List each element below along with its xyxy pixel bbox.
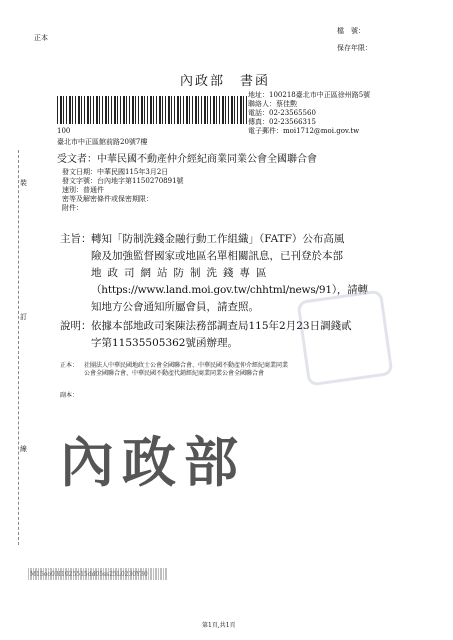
distribution-line: 公會全國聯合會、中華民國不動產代銷經紀商業同業公會全國聯合會: [84, 370, 265, 377]
contact-phone: 電話：02-23565560: [248, 109, 316, 117]
document-title: 內政部 書函: [180, 74, 271, 89]
distribution-copy-label: 副本：: [60, 392, 79, 399]
subject-line: 險及加強監督國家或地區名單相關訊息，已刊登於本部: [91, 250, 343, 262]
subject-label: 主旨：: [60, 233, 92, 245]
contact-email: 電子郵件：moi1712@moi.gov.tw: [248, 127, 360, 135]
recipient-line: 受文者：中華民國不動產仲介經紀商業同業公會全國聯合會: [57, 154, 317, 165]
distribution-original-body: [84, 362, 414, 378]
subject-line: 知地方公會通知所屬會員，請查照。: [91, 301, 259, 313]
bottom-code: M15oo03I1025515dd05ss25L0230Y30: [30, 571, 148, 578]
contact-person: 聯絡人：蔡佳勲: [248, 100, 297, 108]
binding-line: [18, 150, 19, 545]
contact-address: 地址：100218臺北市中正區徐州路5號: [248, 91, 371, 99]
recipient-address: 臺北市中正區館前路20號7樓: [57, 138, 148, 146]
binding-mark: 裝: [20, 179, 27, 187]
document-barcode: [57, 96, 247, 124]
subject-line: （https://www.land.moi.gov.tw/chhtml/news/91），請轉: [91, 284, 368, 296]
explanation-body: [91, 318, 391, 352]
dispatch-number: 發文字號：台內地字第1150270891號: [62, 177, 184, 185]
binding-mark: 線: [20, 445, 27, 453]
distribution-line: 社團法人中華民國地政士公會全國聯合會、中華民國不動產仲介經紀商業同業: [84, 362, 289, 369]
binding-mark: 訂: [20, 313, 27, 321]
dispatch-date: 發文日期：中華民國115年3月2日: [62, 168, 169, 176]
security-class: 密等及解密條件或保密期限：: [62, 195, 153, 203]
original-copy-label: 正本: [34, 34, 48, 42]
contact-fax: 傳真：02-23566315: [248, 118, 316, 126]
subject-line: 轉知「防制洗錢金融行動工作組織」（FATF）公布高風: [91, 233, 345, 245]
recipient-zip: 100: [57, 127, 71, 135]
page-footer: 第1頁,共1頁: [202, 622, 236, 629]
attachment: 附件：: [62, 204, 83, 212]
explanation-line: 依據本部地政司案陳法務部調查局115年2月23日調錢貳: [91, 320, 352, 332]
file-number-label: 檔 號：: [337, 27, 365, 35]
explanation-line: 字第11535505362號函辦理。: [91, 337, 238, 349]
speed-class: 速別：普通件: [62, 186, 104, 194]
contact-block: [248, 91, 370, 136]
explanation-label: 說明：: [60, 320, 92, 332]
agency-stamp: 內政部: [60, 430, 246, 494]
meta-block: [62, 168, 184, 213]
subject-line: 地政司網站防制洗錢專區: [91, 267, 273, 279]
retention-label: 保存年限：: [337, 44, 372, 52]
distribution-original-label: 正本：: [60, 362, 79, 369]
